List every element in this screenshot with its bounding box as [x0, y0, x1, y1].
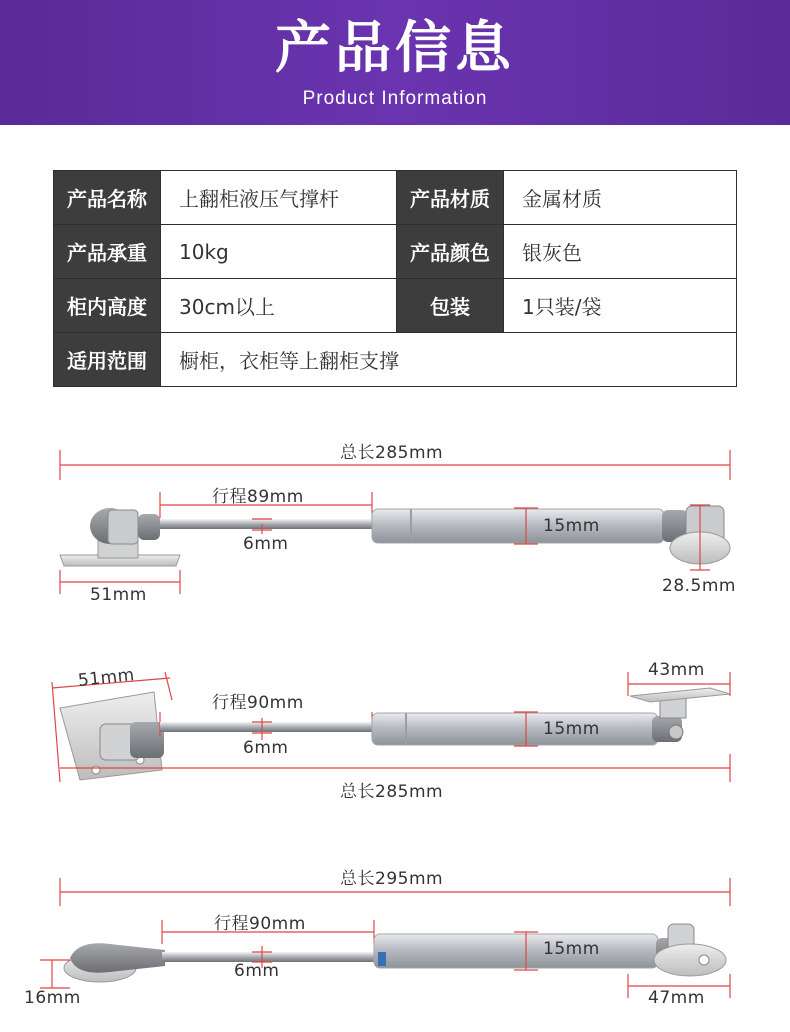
spec-value-material: 金属材质 — [504, 171, 737, 225]
table-row — [54, 333, 737, 387]
spec-key-color: 产品颜色 — [397, 225, 504, 279]
right-end-label: 47mm — [648, 988, 705, 1008]
stroke-length-label: 行程90mm — [212, 693, 304, 713]
rod-diameter-label: 6mm — [243, 738, 289, 758]
total-length-label: 总长295mm — [340, 869, 444, 889]
table-row — [54, 171, 737, 225]
spec-value-height: 30cm以上 — [161, 279, 397, 333]
right-bracket-label: 43mm — [648, 660, 705, 680]
spec-value-usage: 橱柜，衣柜等上翻柜支撑 — [161, 333, 737, 387]
left-end-label: 16mm — [24, 988, 81, 1008]
header-banner — [0, 0, 790, 125]
page-subtitle: Product Information — [302, 88, 488, 109]
spec-key-material: 产品材质 — [397, 171, 504, 225]
spec-key-load: 产品承重 — [54, 225, 161, 279]
stroke-length-label: 行程90mm — [214, 914, 306, 934]
spec-key-usage: 适用范围 — [54, 333, 161, 387]
spec-value-package: 1只装/袋 — [504, 279, 737, 333]
right-bracket-label: 28.5mm — [662, 576, 736, 596]
cylinder-diameter-label: 15mm — [543, 516, 600, 536]
rod-diameter-label: 6mm — [234, 961, 280, 981]
gas-strut-diagram-3 — [0, 860, 790, 1020]
rod-diameter-label: 6mm — [243, 534, 289, 554]
spec-key-name: 产品名称 — [54, 171, 161, 225]
spec-value-load: 10kg — [161, 225, 397, 279]
spec-table — [53, 170, 737, 387]
total-length-label: 总长285mm — [340, 782, 444, 802]
page-title: 产品信息 — [275, 16, 515, 81]
gas-strut-diagram-2 — [0, 650, 790, 810]
spec-key-height: 柜内高度 — [54, 279, 161, 333]
cylinder-diameter-label: 15mm — [543, 719, 600, 739]
left-bracket-label: 51mm — [90, 585, 147, 605]
stroke-length-label: 行程89mm — [212, 487, 304, 507]
table-row — [54, 225, 737, 279]
spec-value-name: 上翻柜液压气撑杆 — [161, 171, 397, 225]
spec-value-color: 银灰色 — [504, 225, 737, 279]
cylinder-diameter-label: 15mm — [543, 939, 600, 959]
total-length-label: 总长285mm — [340, 443, 444, 463]
spec-key-package: 包装 — [397, 279, 504, 333]
table-row — [54, 279, 737, 333]
gas-strut-diagram-1 — [0, 430, 790, 610]
left-bracket-label: 51mm — [77, 665, 136, 691]
